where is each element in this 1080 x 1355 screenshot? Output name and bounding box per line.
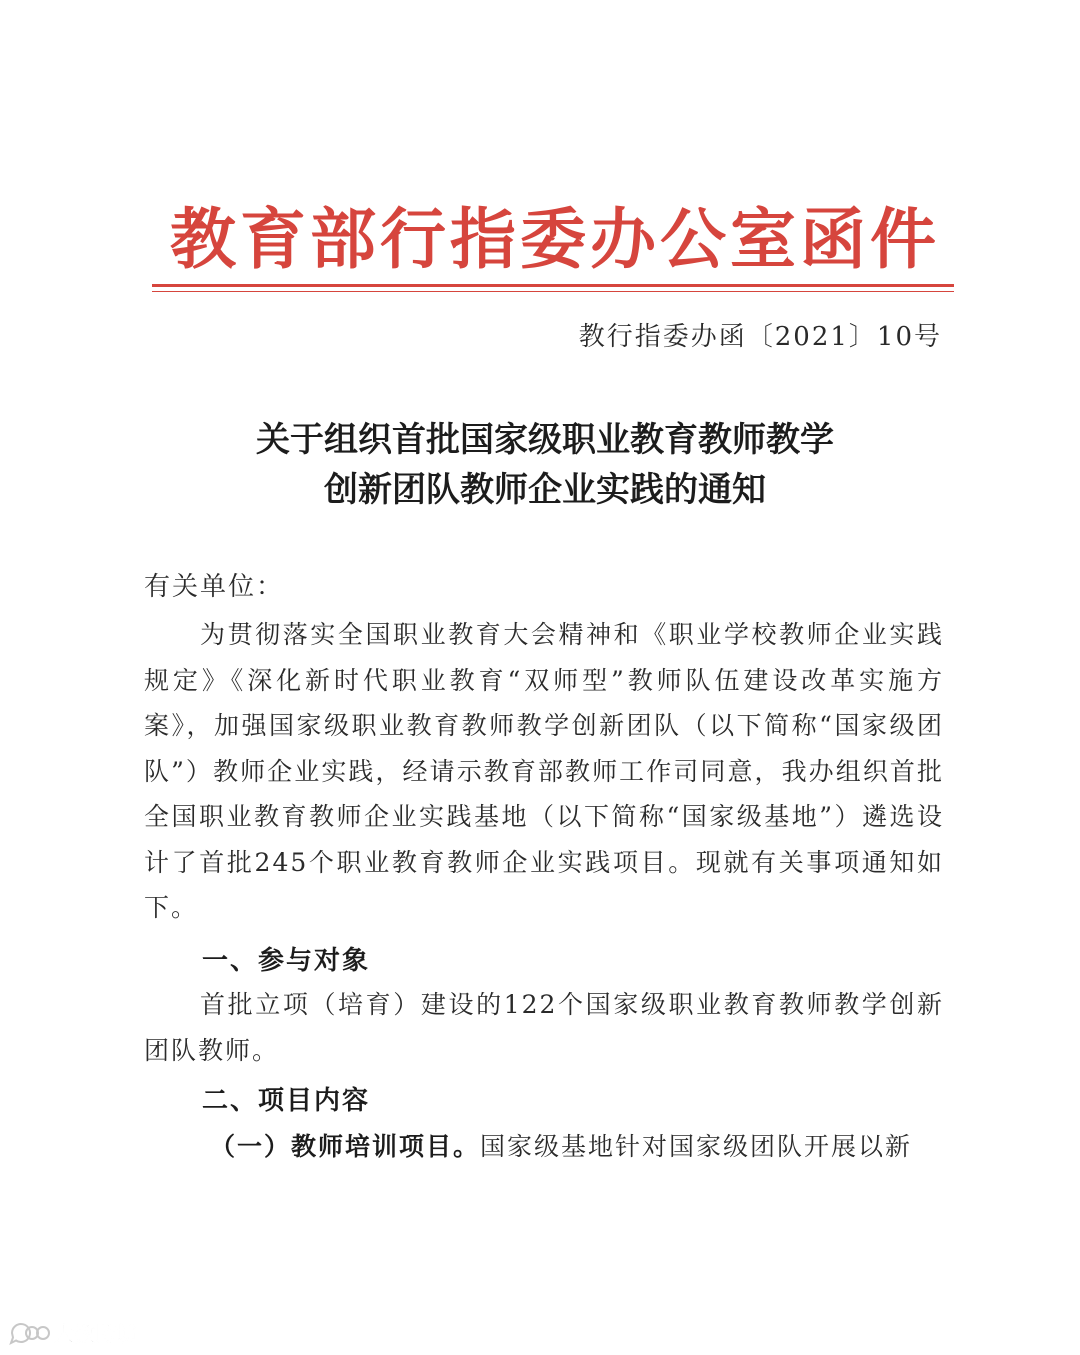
section-heading-participants: 一、参与对象 xyxy=(202,946,371,976)
document-number: 教行指委办函〔2021〕10号 xyxy=(578,322,942,352)
letterhead-title: 教育部行指委办公室函件 xyxy=(170,201,940,278)
intro-paragraph: 为贯彻落实全国职业教育大会精神和《职业学校教师企业实践规定》《深化新时代职业教育“双师型”教师队伍建设改革实施方案》，加强国家级职业教育教师教学创新团队（以下简称“国家级团队”）教师企业实践，经请示教育部教师工作司同意，我办组织首批全国职业教育教师企业实践基地（以下简称“国家级基地”）遴选设计了首批245个职业教育教师企业实践项目。现就有关事项通知如下。 xyxy=(144,620,944,922)
letterhead-rule-thin xyxy=(152,291,954,292)
notice-title-line-2: 创新团队教师企业实践的通知 xyxy=(324,470,766,510)
letterhead-rule-thick xyxy=(152,284,954,287)
salutation: 有关单位： xyxy=(144,572,285,602)
chat-bubble-logo-icon xyxy=(8,1320,50,1346)
subsection-heading-training: （一）教师培训项目。 xyxy=(210,1132,481,1161)
teacher-training-paragraph xyxy=(210,1124,950,1169)
section-heading-content: 二、项目内容 xyxy=(202,1086,371,1116)
watermark-text: 大数跨境 xyxy=(54,1322,138,1346)
notice-title xyxy=(150,415,940,515)
watermark xyxy=(8,1318,138,1347)
notice-title-line-1: 关于组织首批国家级职业教育教师教学 xyxy=(256,420,834,460)
participants-paragraph: 首批立项（培育）建设的122个国家级职业教育教师教学创新团队教师。 xyxy=(144,990,944,1065)
subsection-text-training: 国家级基地针对国家级团队开展以新 xyxy=(480,1132,913,1161)
